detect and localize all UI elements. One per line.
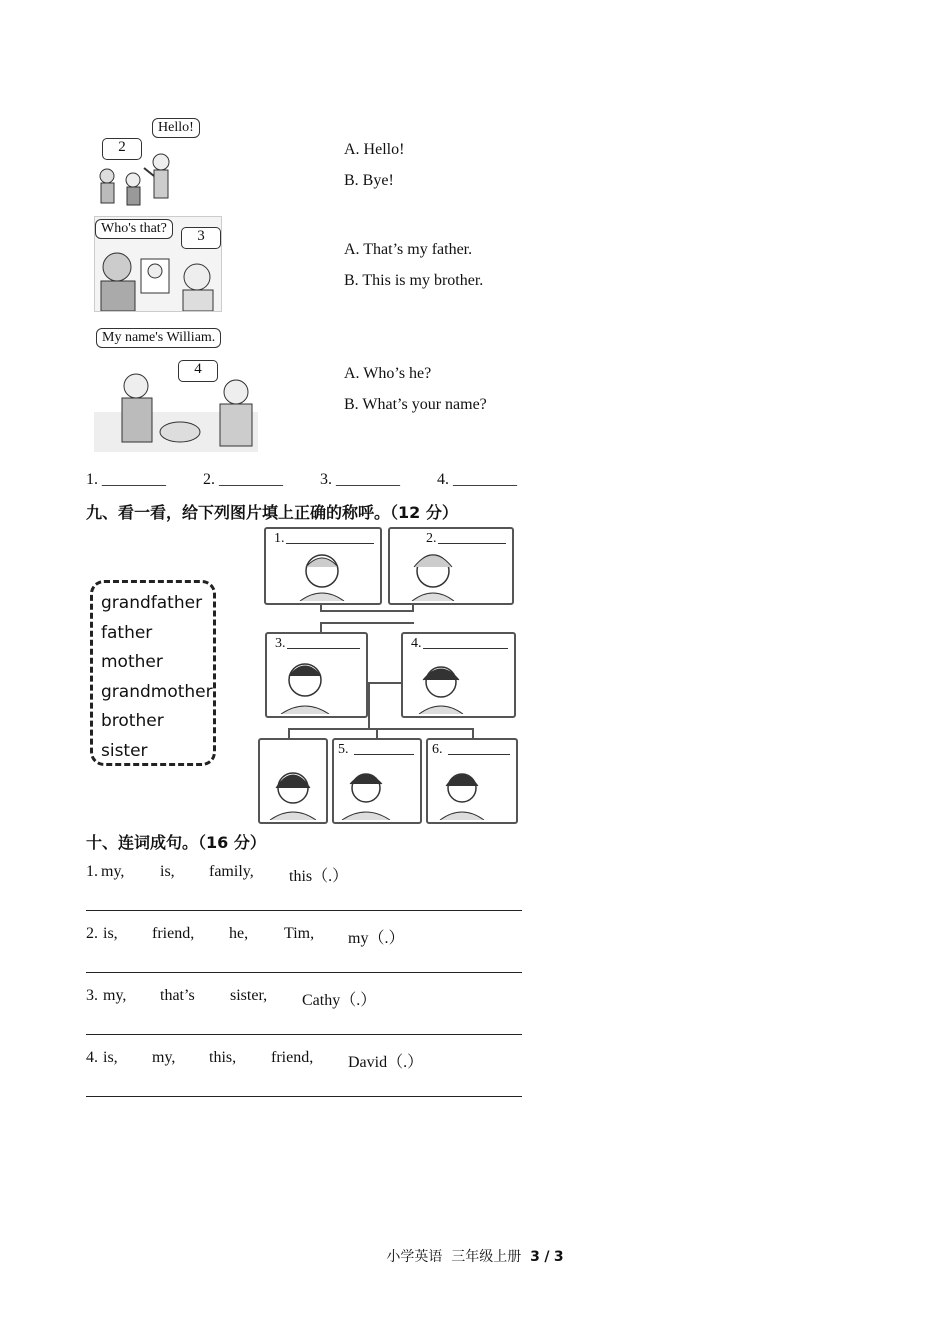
word: sister, xyxy=(230,987,268,1004)
word: that’s xyxy=(160,987,195,1004)
answer-blank-3[interactable]: 3. ________ xyxy=(320,471,400,488)
answer-blank-2[interactable]: 2. ________ xyxy=(203,471,283,488)
word: my, xyxy=(152,1049,176,1066)
answer-line[interactable] xyxy=(86,910,522,911)
sentence-item-3 xyxy=(86,987,377,1009)
sister-face-illustration xyxy=(262,758,324,820)
tree-connector xyxy=(368,682,370,728)
speech-bubble: My name's William. xyxy=(96,328,221,348)
word-bank-item: sister xyxy=(101,740,148,761)
footer-subject: 小学英语 xyxy=(386,1249,443,1265)
footer-separator: / xyxy=(544,1249,550,1265)
footer-page-number: 3 xyxy=(530,1249,540,1265)
word: this, xyxy=(209,1049,237,1066)
brother-face-illustration xyxy=(336,758,396,820)
picture-item-2 xyxy=(94,216,222,312)
box-label: 5. xyxy=(338,742,349,757)
word: Tim, xyxy=(284,925,315,942)
sentence-item-1 xyxy=(86,863,349,885)
word: my（.） xyxy=(348,930,405,947)
family-box-1 xyxy=(264,527,382,605)
word: Cathy（.） xyxy=(302,992,377,1009)
tree-connector xyxy=(288,728,290,738)
footer-page-total: 3 xyxy=(553,1249,564,1265)
word-bank xyxy=(90,580,216,766)
speech-bubble: Hello! xyxy=(152,118,200,138)
answer-blank-1[interactable]: 1. ________ xyxy=(86,471,166,488)
word: friend, xyxy=(271,1049,314,1066)
box-label: 1. xyxy=(274,531,285,546)
item-number: 2. xyxy=(86,925,98,942)
box-answer-line[interactable] xyxy=(354,754,414,755)
answer-number: 2 xyxy=(102,138,142,160)
family-box-6 xyxy=(426,738,518,824)
item-number: 3. xyxy=(86,987,98,1004)
tree-connector xyxy=(288,728,474,730)
option-a: A. Hello! xyxy=(344,141,405,158)
tree-connector xyxy=(320,610,414,612)
box-answer-line[interactable] xyxy=(448,754,510,755)
page-footer xyxy=(0,1246,950,1266)
answer-number: 3 xyxy=(181,227,221,249)
tree-connector xyxy=(376,728,378,738)
word: is, xyxy=(160,863,175,880)
answer-line[interactable] xyxy=(86,1034,522,1035)
word: family, xyxy=(209,863,254,880)
option-b: B. This is my brother. xyxy=(344,272,484,289)
grandfather-face-illustration xyxy=(290,543,354,601)
section-10-heading: 十、连词成句。（16 分） xyxy=(86,833,266,852)
box-label: 3. xyxy=(275,636,286,651)
word: is, xyxy=(103,1049,118,1066)
answer-blank-4[interactable]: 4. ________ xyxy=(437,471,517,488)
word: David（.） xyxy=(348,1054,424,1071)
box-label: 2. xyxy=(426,531,437,546)
item-number: 1. xyxy=(86,863,98,880)
box-answer-line[interactable] xyxy=(423,648,508,649)
tree-connector xyxy=(366,682,402,684)
family-box-4 xyxy=(401,632,516,718)
answer-number: 4 xyxy=(178,360,218,382)
sentence-item-2 xyxy=(86,925,405,947)
tree-connector xyxy=(472,728,474,738)
section-9-heading: 九、看一看，给下列图片填上正确的称呼。（12 分） xyxy=(86,503,458,522)
word: this（.） xyxy=(289,868,349,885)
grandmother-face-illustration xyxy=(398,537,468,601)
word-bank-item: mother xyxy=(101,652,163,672)
family-box-sister-unlabeled xyxy=(258,738,328,824)
option-b: B. What’s your name? xyxy=(344,396,487,413)
word-bank-item: grandmother xyxy=(101,681,213,702)
speech-bubble: Who's that? xyxy=(95,219,173,239)
sentence-item-4 xyxy=(86,1049,424,1071)
option-b: B. Bye! xyxy=(344,172,394,189)
word: my, xyxy=(101,863,125,880)
word: he, xyxy=(229,925,249,942)
option-a: A. That’s my father. xyxy=(344,241,473,258)
girl-face-illustration xyxy=(432,758,492,820)
picture-item-3 xyxy=(94,328,258,452)
option-a: A. Who’s he? xyxy=(344,365,432,382)
box-label: 6. xyxy=(432,742,443,757)
family-box-2 xyxy=(388,527,514,605)
word-bank-item: grandfather xyxy=(101,593,203,613)
item-number: 4. xyxy=(86,1049,98,1066)
picture-item-1 xyxy=(94,118,210,210)
word: friend, xyxy=(152,925,195,942)
footer-grade: 三年级上册 xyxy=(451,1249,522,1265)
word-bank-item: father xyxy=(101,622,153,643)
word: is, xyxy=(103,925,118,942)
family-box-5 xyxy=(332,738,422,824)
word: my, xyxy=(103,987,127,1004)
answer-line[interactable] xyxy=(86,1096,522,1097)
family-box-3 xyxy=(265,632,368,718)
box-label: 4. xyxy=(411,636,422,651)
tree-connector xyxy=(320,622,414,624)
father-face-illustration xyxy=(273,648,337,714)
word-bank-item: brother xyxy=(101,711,164,731)
mother-face-illustration xyxy=(409,652,473,714)
answer-line[interactable] xyxy=(86,972,522,973)
